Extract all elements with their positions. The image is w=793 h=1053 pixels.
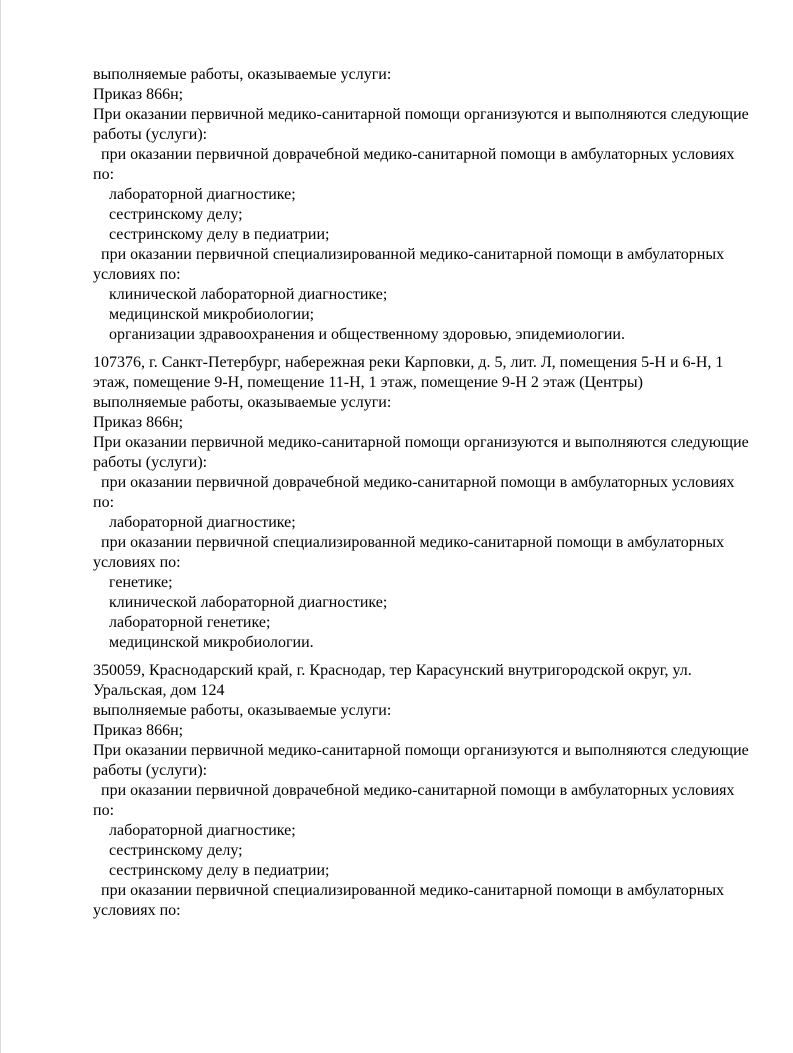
text-line: работы (услуги): bbox=[93, 762, 208, 779]
text-line: 107376, г. Санкт-Петербург, набережная реки Карповки, д. 5, лит. Л, помещения 5-Н и 6-Н, 1 bbox=[93, 354, 724, 371]
section-address-spb-services bbox=[93, 353, 753, 653]
text-line: по: bbox=[93, 494, 115, 511]
license-services-text bbox=[93, 65, 753, 921]
text-line: Уральская, дом 124 bbox=[93, 682, 225, 699]
text-line: Приказ 866н; bbox=[93, 414, 184, 431]
text-line: работы (услуги): bbox=[93, 454, 208, 471]
text-line: при оказании первичной доврачебной медико-санитарной помощи в амбулаторных условиях bbox=[93, 474, 735, 491]
text-line: При оказании первичной медико-санитарной помощи организуются и выполняются следующие bbox=[93, 106, 749, 123]
text-line: Приказ 866н; bbox=[93, 722, 184, 739]
text-line: условиях по: bbox=[93, 266, 181, 283]
text-line: сестринскому делу в педиатрии; bbox=[93, 862, 330, 879]
text-line: выполняемые работы, оказываемые услуги: bbox=[93, 66, 392, 83]
text-line: клинической лабораторной диагностике; bbox=[93, 594, 388, 611]
text-line: выполняемые работы, оказываемые услуги: bbox=[93, 702, 392, 719]
section-services-list-1 bbox=[93, 65, 753, 345]
text-line: при оказании первичной доврачебной медико-санитарной помощи в амбулаторных условиях bbox=[93, 146, 735, 163]
text-line: При оказании первичной медико-санитарной помощи организуются и выполняются следующие bbox=[93, 742, 749, 759]
text-line: условиях по: bbox=[93, 902, 181, 919]
text-line: при оказании первичной специализированной медико-санитарной помощи в амбулаторных bbox=[93, 882, 725, 899]
text-line: клинической лабораторной диагностике; bbox=[93, 286, 388, 303]
text-line: генетике; bbox=[93, 574, 173, 591]
text-line: медицинской микробиологии. bbox=[93, 634, 314, 651]
text-line: организации здравоохранения и общественному здоровью, эпидемиологии. bbox=[93, 326, 625, 343]
text-line: лабораторной диагностике; bbox=[93, 186, 296, 203]
text-line: при оказании первичной специализированной медико-санитарной помощи в амбулаторных bbox=[93, 246, 725, 263]
text-line: сестринскому делу; bbox=[93, 842, 243, 859]
page-left-border bbox=[0, 0, 1, 1053]
text-line: Приказ 866н; bbox=[93, 86, 184, 103]
text-line: 350059, Краснодарский край, г. Краснодар, тер Карасунский внутригородской округ, ул. bbox=[93, 662, 692, 679]
text-line: лабораторной генетике; bbox=[93, 614, 271, 631]
text-line: этаж, помещение 9-Н, помещение 11-Н, 1 этаж, помещение 9-Н 2 этаж (Центры) bbox=[93, 374, 643, 391]
section-address-krasnodar-services bbox=[93, 661, 753, 921]
text-line: лабораторной диагностике; bbox=[93, 822, 296, 839]
text-line: при оказании первичной доврачебной медико-санитарной помощи в амбулаторных условиях bbox=[93, 782, 735, 799]
text-line: выполняемые работы, оказываемые услуги: bbox=[93, 394, 392, 411]
text-line: сестринскому делу; bbox=[93, 206, 243, 223]
text-line: условиях по: bbox=[93, 554, 181, 571]
text-line: медицинской микробиологии; bbox=[93, 306, 315, 323]
text-line: работы (услуги): bbox=[93, 126, 208, 143]
text-line: при оказании первичной специализированной медико-санитарной помощи в амбулаторных bbox=[93, 534, 725, 551]
text-line: сестринскому делу в педиатрии; bbox=[93, 226, 330, 243]
text-line: лабораторной диагностике; bbox=[93, 514, 296, 531]
text-line: При оказании первичной медико-санитарной помощи организуются и выполняются следующие bbox=[93, 434, 749, 451]
text-line: по: bbox=[93, 166, 115, 183]
text-line: по: bbox=[93, 802, 115, 819]
